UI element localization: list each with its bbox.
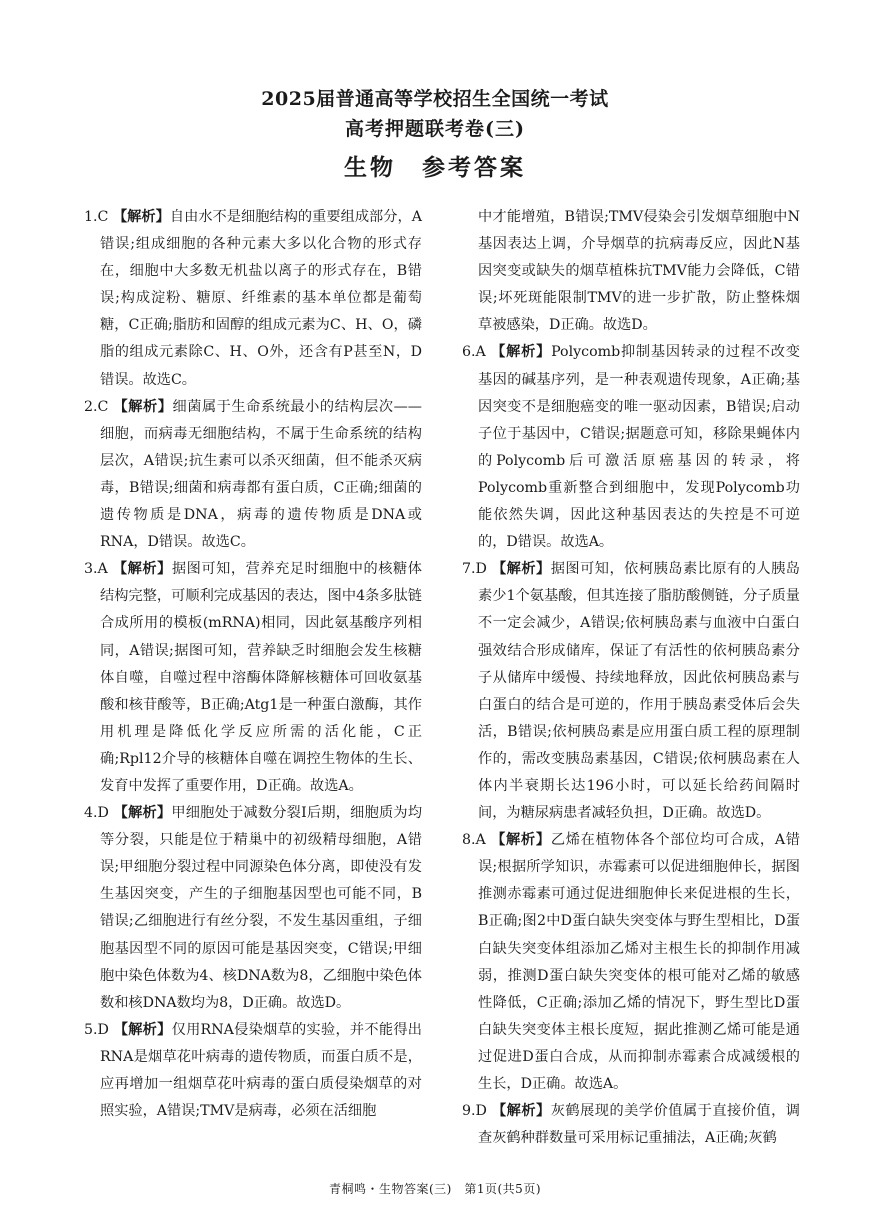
page-header xyxy=(0,84,870,188)
page-footer: 青桐鸣・生物答案(三) 第1页(共5页) xyxy=(329,1182,541,1196)
analysis-text: Polycomb抑制基因转录的过程不改变基因的碱基序列，是一种表观遗传现象，A正确;基因突变不是细胞癌变的唯一驱动因素，B错误;启动子位于基因中，C错误;据题意可知，移除果蝇体内的Polycomb后可激活原癌基因的转录，将Polycomb重新整合到细胞中，发现Polycomb功能依然失调，因此这种基因表达的失控是不可逆的，D错误。故选A。 xyxy=(478,344,800,551)
analysis-tag: 【解析】 xyxy=(491,344,552,361)
answer-letter: A xyxy=(475,344,492,361)
answer-letter: A xyxy=(97,561,113,578)
answer-item xyxy=(84,204,422,394)
question-number: 3. xyxy=(84,561,98,578)
answer-item xyxy=(462,204,800,339)
answer-item xyxy=(462,556,800,827)
question-number: 5. xyxy=(84,1021,98,1038)
answer-item xyxy=(84,1017,422,1125)
analysis-tag: 【解析】 xyxy=(491,832,551,849)
question-number: 6. xyxy=(462,344,476,361)
subject-title: 生物 参考答案 xyxy=(344,154,526,181)
analysis-text: 据图可知，依柯胰岛素比原有的人胰岛素少1个氨基酸，但其连接了脂肪酸侧链，分子质量不一定会减少，A错误;依柯胰岛素与血液中白蛋白强效结合形成储库，保证了有活性的依柯胰岛素分子从储库中缓慢、持续地释放，因此依柯胰岛素与白蛋白的结合是可逆的，作用于胰岛素受体后会失活，B错误;依柯胰岛素是应用蛋白质工程的原理制作的，需改变胰岛素基因，C错误;依柯胰岛素在人体内半衰期长达196小时，可以延长给药间隔时间，为糖尿病患者减轻负担，D正确。故选D。 xyxy=(478,561,800,822)
answer-letter: C xyxy=(97,209,113,225)
right-column xyxy=(462,204,800,1152)
question-number: 2. xyxy=(84,398,98,415)
answer-letter: D xyxy=(97,1021,114,1038)
analysis-text: 仅用RNA侵染烟草的实验，并不能得出RNA是烟草花叶病毒的遗传物质，而蛋白质不是，应再增加一组烟草花叶病毒的蛋白质侵染烟草的对照实验，A错误;TMV是病毒，必须在活细胞 xyxy=(100,1021,422,1120)
analysis-text: 自由水不是细胞结构的重要组成部分，A错误;组成细胞的各种元素大多以化合物的形式存在，细胞中大多数无机盐以离子的形式存在，B错误;构成淀粉、糖原、纤维素的基本单位都是葡萄糖，C正确;脂肪和固醇的组成元素为C、H、O，磷脂的组成元素除C、H、O外，还含有P甚至N，D错误。故选C。 xyxy=(100,209,422,388)
answer-letter: D xyxy=(97,805,114,822)
analysis-text: 甲细胞处于减数分裂Ⅰ后期，细胞质为均等分裂，只能是位于精巢中的初级精母细胞，A错误;甲细胞分裂过程中同源染色体分离，即使没有发生基因突变，产生的子细胞基因型也可能不同，B错误;乙细胞进行有丝分裂，不发生基因重组，子细胞基因型不同的原因可能是基因突变，C错误;甲细胞中染色体数为4、核DNA数为8，乙细胞中染色体数和核DNA数均为8，D正确。故选D。 xyxy=(100,805,423,1011)
analysis-tag: 【解析】 xyxy=(113,1021,172,1038)
exam-subtitle: 高考押题联考卷(三) xyxy=(345,118,525,140)
question-number: 4. xyxy=(84,805,98,822)
analysis-tag: 【解析】 xyxy=(113,398,173,415)
analysis-text: 灰鹤展现的美学价值属于直接价值，调查灰鹤种群数量可采用标记重捕法，A正确;灰鹤 xyxy=(478,1103,800,1147)
answer-letter: C xyxy=(97,398,114,415)
analysis-text: 乙烯在植物体各个部位均可合成，A错误;根据所学知识，赤霉素可以促进细胞伸长，据图推测赤霉素可通过促进细胞伸长来促进根的生长，B正确;图2中D蛋白缺失突变体与野生型相比，D蛋白缺失突变体组添加乙烯对主根生长的抑制作用减弱，推测D蛋白缺失突变体的根可能对乙烯的敏感性降低，C正确;添加乙烯的情况下，野生型比D蛋白缺失突变体主根长度短，据此推测乙烯可能是通过促进D蛋白合成，从而抑制赤霉素合成减缓根的生长，D正确。故选A。 xyxy=(478,832,800,1092)
question-number: 7. xyxy=(462,561,476,578)
answer-item xyxy=(462,1098,800,1152)
exam-title: 2025届普通高等学校招生全国统一考试 xyxy=(261,88,609,110)
analysis-tag: 【解析】 xyxy=(112,209,170,225)
analysis-tag: 【解析】 xyxy=(112,561,172,578)
left-column xyxy=(84,204,422,1125)
answer-item xyxy=(84,556,422,800)
answer-letter: A xyxy=(475,832,492,849)
analysis-tag: 【解析】 xyxy=(491,561,551,578)
question-number: 9. xyxy=(462,1103,476,1120)
answer-item xyxy=(462,339,800,556)
answer-item xyxy=(84,800,422,1017)
answer-item xyxy=(84,394,422,557)
analysis-text: 中才能增殖，B错误;TMV侵染会引发烟草细胞中N基因表达上调，介导烟草的抗病毒反应，因此N基因突变或缺失的烟草植株抗TMV能力会降低，C错误;坏死斑能限制TMV的进一步扩散，防止整株烟草被感染，D正确。故选D。 xyxy=(478,209,800,334)
analysis-tag: 【解析】 xyxy=(491,1103,551,1120)
answer-item xyxy=(462,827,800,1098)
analysis-text: 细菌属于生命系统最小的结构层次——细胞，而病毒无细胞结构，不属于生命系统的结构层次，A错误;抗生素可以杀灭细菌，但不能杀灭病毒，B错误;细菌和病毒都有蛋白质，C正确;细菌的遗传物质是DNA，病毒的遗传物质是DNA或RNA，D错误。故选C。 xyxy=(100,398,422,551)
answer-letter: D xyxy=(475,561,492,578)
analysis-text: 据图可知，营养充足时细胞中的核糖体结构完整，可顺利完成基因的表达，图中4条多肽链合成所用的模板(mRNA)相同，因此氨基酸序列相同，A错误;据图可知，营养缺乏时细胞会发生核糖体自噬，自噬过程中溶酶体降解核糖体可回收氨基酸和核苷酸等，B正确;Atg1是一种蛋白激酶，其作用机理是降低化学反应所需的活化能，C正确;Rpl12介导的核糖体自噬在调控生物体的生长、发育中发挥了重要作用，D正确。故选A。 xyxy=(100,561,422,794)
question-number: 1. xyxy=(84,209,98,225)
analysis-tag: 【解析】 xyxy=(113,805,172,822)
question-number: 8. xyxy=(462,832,476,849)
answer-letter: D xyxy=(475,1103,492,1120)
